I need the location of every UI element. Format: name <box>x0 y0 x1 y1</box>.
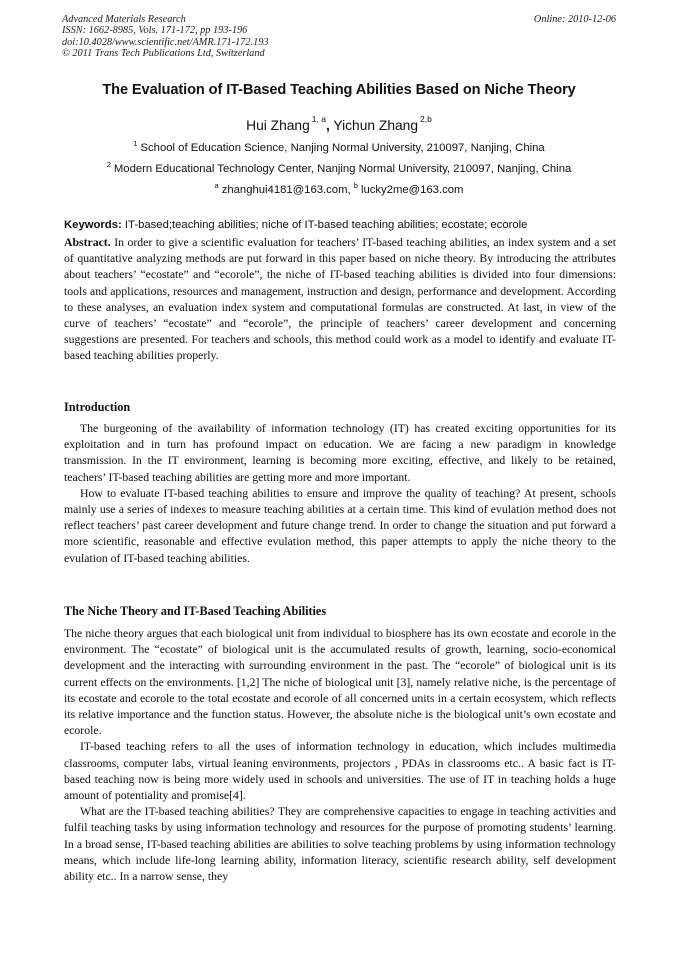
introduction-heading: Introduction <box>64 400 131 414</box>
keywords <box>64 219 624 231</box>
abstract <box>64 235 616 365</box>
author-separator: , <box>325 118 330 133</box>
introduction-body <box>64 421 616 567</box>
email-a[interactable]: zhanghui4181@163.com, <box>221 184 351 196</box>
niche-paragraph-1: The niche theory argues that each biological unit from individual to biosphere has its own ecostate and ecorole in the environment. The “ecostate” of biological unit is the accumulated results of growth, learning, socio-economical development and the interacting with surrounding environment in the past. The “ecorole” of biological unit is its current effects on the environments. [1,2] The niche of biological unit [3], namely relative niche, is the percentage of its ecostate and ecorole to the total ecostate and ecorole of all concerned units in a certain ecosystem, which reflects its relative importance and the function status. However, the absolute niche is the biological unit’s own ecostate and ecorole. <box>64 627 616 738</box>
keywords-text: IT-based;teaching abilities; niche of IT-based teaching abilities; ecostate; ecorole <box>124 219 528 231</box>
keywords-label: Keywords: <box>64 219 122 231</box>
email-b[interactable]: lucky2me@163.com <box>360 184 464 196</box>
author-2-sup: 2,b <box>420 114 432 124</box>
author-1-sup: 1, a <box>311 114 326 124</box>
niche-paragraph-2: IT-based teaching refers to all the uses of information technology in education, which includes multimedia classrooms, computer labs, virtual leaning environments, projectors , PDAs in classrooms etc.. A basic fact is IT-based teaching now is being more widely used in schools and universities. The use of IT in teaching holds a huge amount of potentiality and promise[4]. <box>64 740 616 803</box>
affiliation-2-text: Modern Educational Technology Center, Nanjing Normal University, 210097, Nanjing, China <box>113 163 572 175</box>
doi-line: doi:10.4028/www.scientific.net/AMR.171-172.193 <box>62 36 269 48</box>
journal-name: Advanced Materials Research <box>62 14 186 25</box>
introduction-paragraph-1: The burgeoning of the availability of information technology (IT) has created exciting opportunities for its exploitation and in turn has profound impact on education. We are facing a new paradigm in knowledge transmission. In the IT environment, learning is becoming more exciting, effective, and likely to be retained, teachers’ IT-based teaching abilities are getting more and more important. <box>64 422 616 484</box>
copyright-line: © 2011 Trans Tech Publications Ltd, Switzerland <box>62 47 265 59</box>
paper-title: The Evaluation of IT-Based Teaching Abilities Based on Niche Theory <box>102 82 576 98</box>
author-1: Hui Zhang <box>246 118 310 133</box>
niche-paragraph-3: What are the IT-based teaching abilities? They are comprehensive capacities to engage in teaching activities and fulfil teaching tasks by using information technology and resources for the purpose of promoting students’ learning. In a broad sense, IT-based teaching abilities are abilities to solve teaching problems by using information technology means, which include life-long learning ability, information literacy, scientific research ability, self development ability etc.. In a narrow sense, they <box>64 805 616 884</box>
abstract-text: In order to give a scientific evaluation for teachers’ IT-based teaching abilities, an index system and a set of quantitative analyzing methods are put forward in this paper based on niche theory. By introducing the attributes about teachers’ “ecostate” and “ecorole”, the niche of IT-based teaching abilities is divided into four dimensions: tools and applications, resources and management, instruction and design, performance and development. According to these analyses, an evaluation index system and computational formulas are constructed. At last, in view of the curve of teachers’ “ecostate” and “ecorole”, the principle of teachers’ career development and concerning suggestions are presented. For teachers and schools, this method could work as a model to identify and evaluate IT-based teaching abilities properly. <box>64 236 617 363</box>
affiliation-2-sup: 2 <box>106 160 111 169</box>
email-b-sup: b <box>353 181 358 190</box>
email-a-sup: a <box>214 181 219 190</box>
email-line <box>40 181 638 196</box>
niche-section-body <box>64 626 616 885</box>
issn-line: ISSN: 1662-8985, Vols. 171-172, pp 193-196 <box>62 25 248 37</box>
author-line <box>40 114 638 133</box>
introduction-paragraph-2: How to evaluate IT-based teaching abilities to ensure and improve the quality of teaching? At present, schools mainly use a series of indexes to measure teaching abilities at a certain time. This kind of evulation method does not reflect teachers’ past career development and future change trend. In order to change the situation and put forward a more scientific, reasonable and effective evulation method, this paper attempts to apply the niche theory to the evulation of IT-based teaching abilities. <box>64 486 616 565</box>
affiliation-1 <box>40 139 638 154</box>
niche-section-heading: The Niche Theory and IT-Based Teaching Abilities <box>64 604 327 618</box>
online-date: Online: 2010-12-06 <box>533 14 616 25</box>
affiliation-1-sup: 1 <box>133 139 138 148</box>
affiliation-2 <box>40 160 638 175</box>
abstract-label: Abstract. <box>64 236 111 249</box>
affiliation-1-text: School of Education Science, Nanjing Normal University, 210097, Nanjing, China <box>140 142 545 154</box>
journal-header <box>62 14 269 59</box>
author-2: Yichun Zhang <box>333 118 419 133</box>
